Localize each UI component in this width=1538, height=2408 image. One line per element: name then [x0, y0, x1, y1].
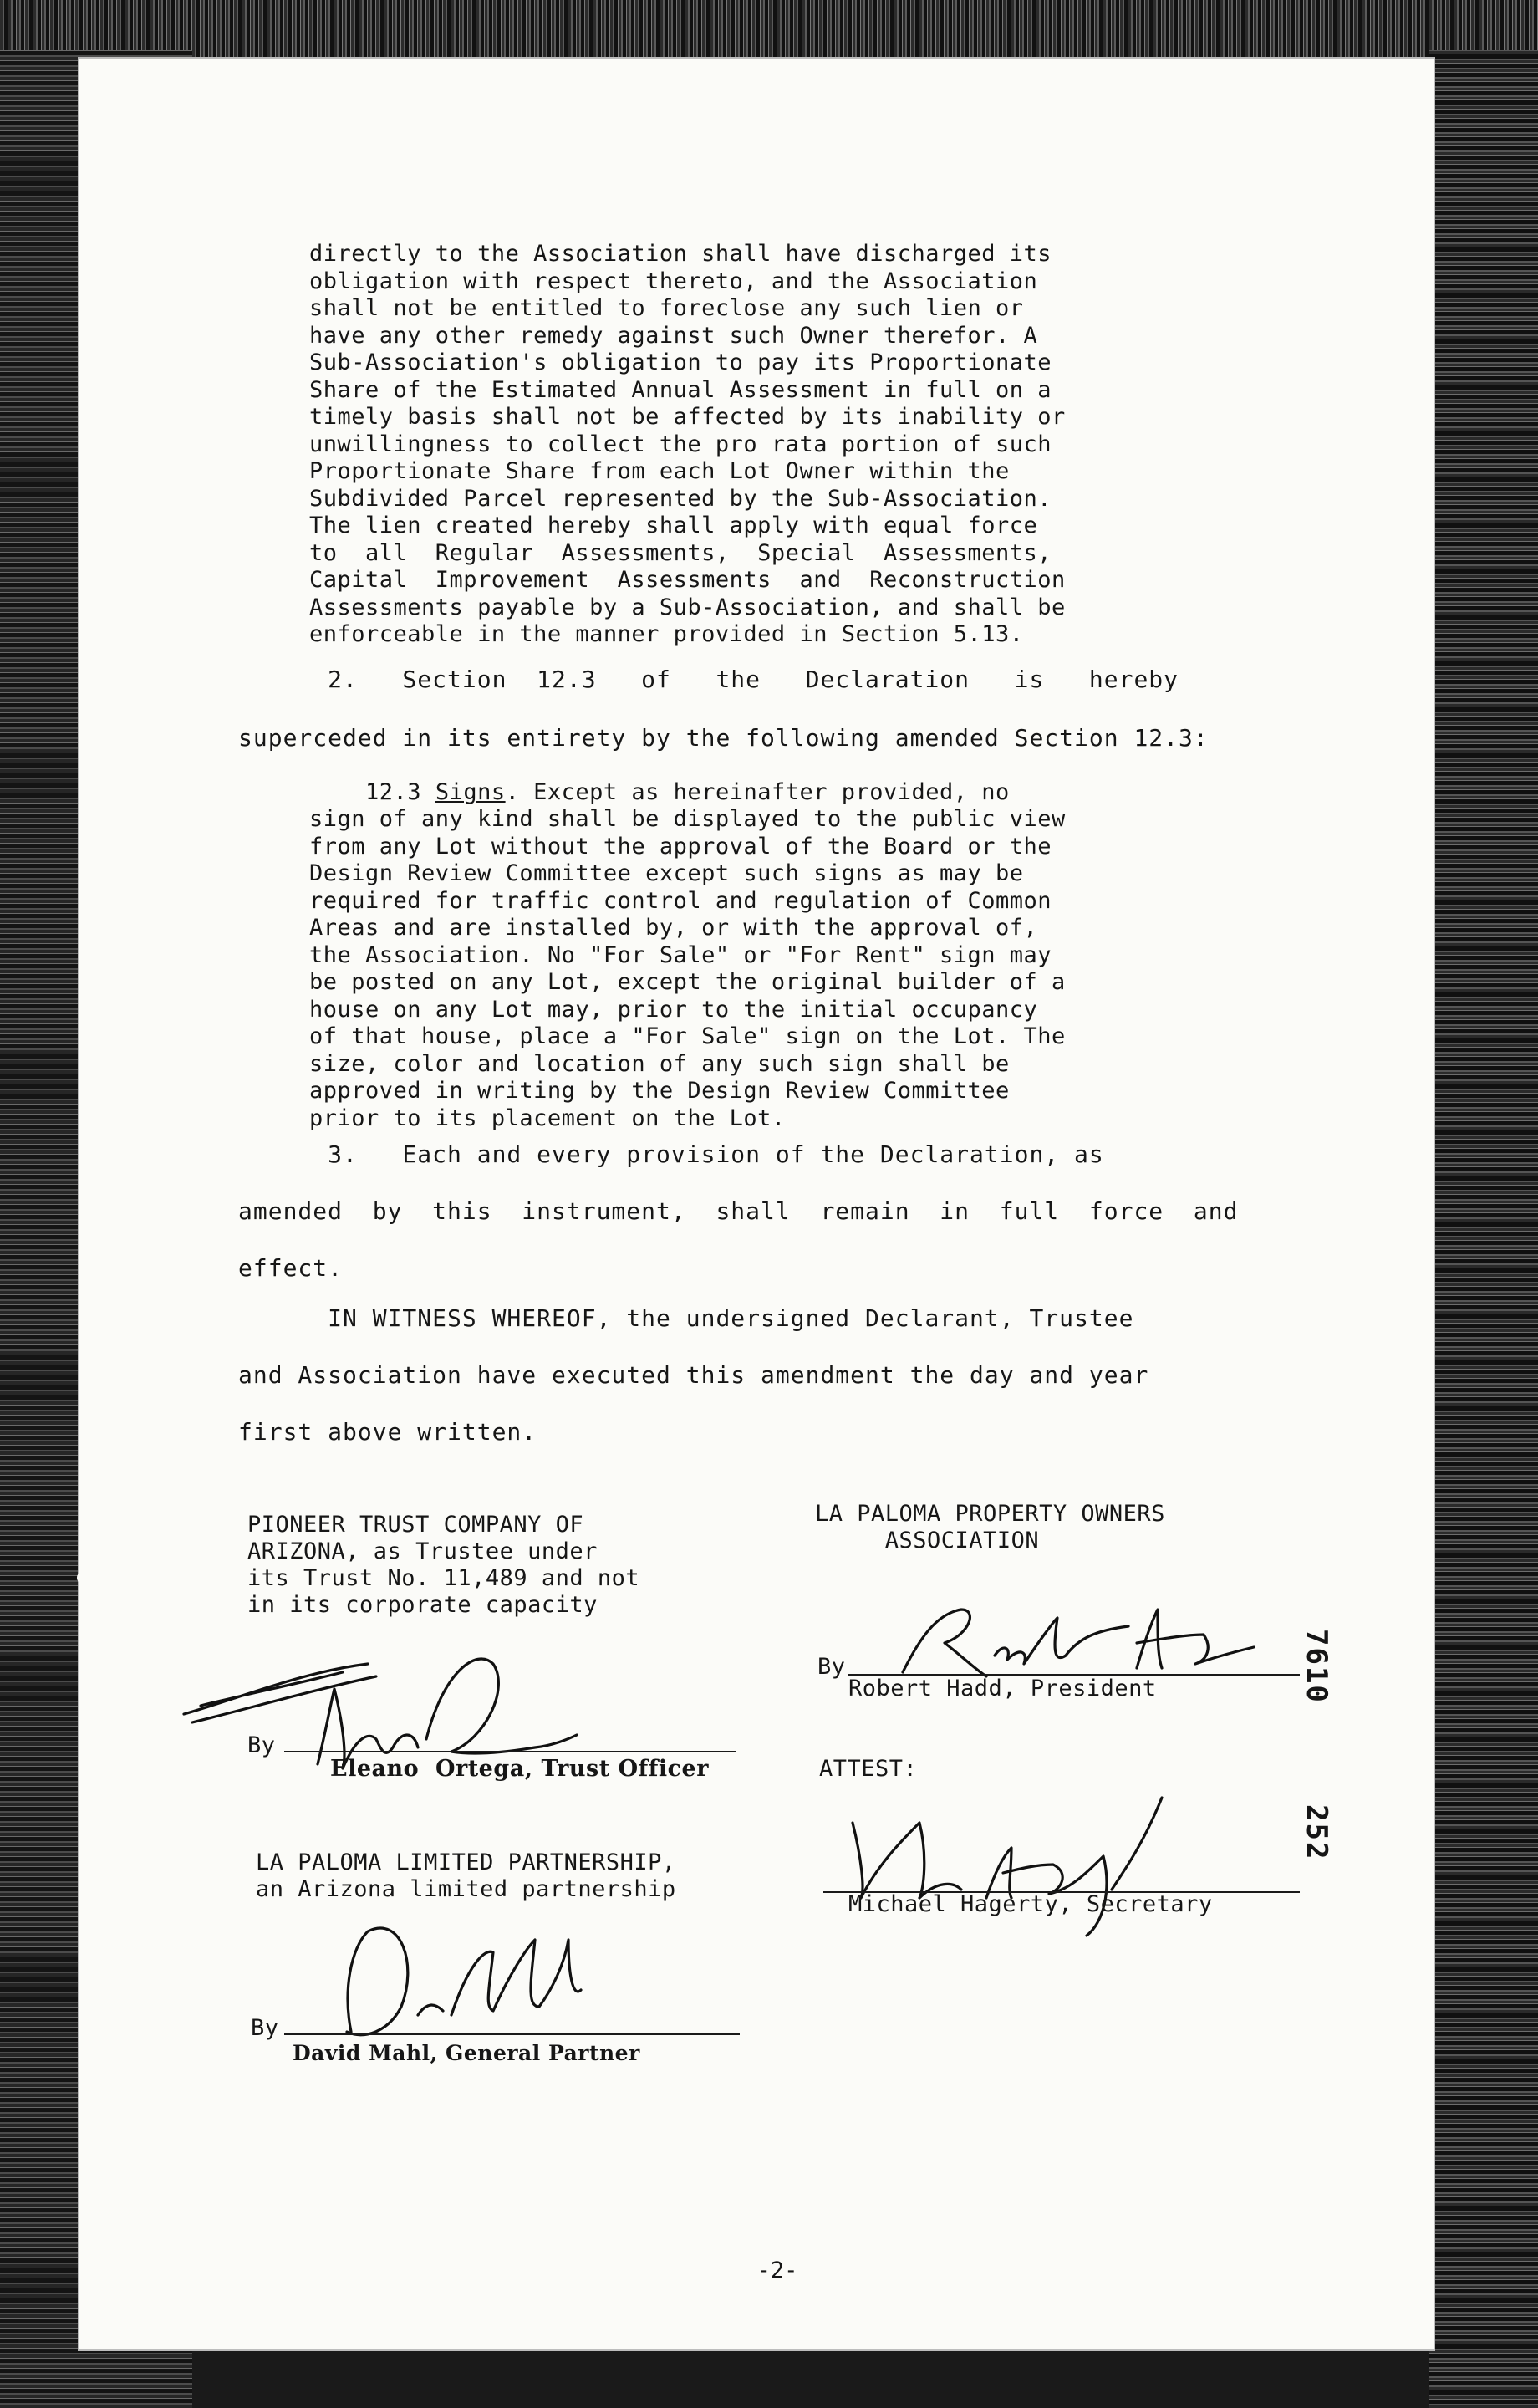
section-12-3-body: sign of any kind shall be displayed to the public view from any Lot without the approval of the Board or the Design Review Committee except such signs as may be required for traffic control and regulation of Common Areas and are installed by, or with the approval of, the Association. No "For Sale" or "For Rent" sign may be posted on any Lot, except the original builder of a house on any Lot may, prior to the initial occupancy of that house, place a "For Sale" sign on the Lot. The size, color and location of any such sign shall be approved in writing by the Design Review Committee prior to its placement on the Lot.	[309, 806, 1066, 1131]
trustee-signer-name: Eleano Ortega, Trust Officer	[330, 1756, 709, 1782]
attest-signer-name: Michael Hagerty, Secretary	[848, 1891, 1213, 1917]
section-12-3-heading-line	[309, 779, 1212, 807]
association-block: LA PALOMA PROPERTY OWNERS ASSOCIATION	[815, 1501, 1165, 1553]
paragraph-lien-obligation: directly to the Association shall have discharged its obligation with respect thereto, and the Association shall not be entitled to foreclose any such lien or have any other remedy against such Owner therefor. A Sub-Association's obligation to pay its Proportionate Share of the Estimated Annual Assessment in full on a timely basis shall not be affected by its inability or unwillingness to collect the pro rata portion of such Proportionate Share from each Lot Owner within the Subdivided Parcel represented by the Sub-Association. The lien created hereby shall apply with equal force to all Regular Assessments, Special Assessments, Capital Improvement Assessments and Reconstruction Assessments payable by a Sub-Association, and shall be enforceable in the manner provided in Section 5.13.	[309, 241, 1066, 647]
item-3-provision: 3. Each and every provision of the Declaration, as amended by this instrument, shall remain in full force and effect.	[238, 1140, 1239, 1282]
partnership-block: LA PALOMA LIMITED PARTNERSHIP, an Arizona limited partnership	[256, 1849, 676, 1902]
page-number: -2-	[756, 2258, 798, 2283]
section-first-line: . Except as hereinafter provided, no	[505, 779, 1010, 805]
trustee-by-label: By	[247, 1732, 276, 1758]
section-number: 12.3	[365, 779, 422, 805]
attest-label: ATTEST:	[819, 1756, 918, 1782]
trustee-block: PIONEER TRUST COMPANY OF ARIZONA, as Trustee under its Trust No. 11,489 and not in its corporate capacity	[247, 1512, 640, 1618]
association-signer-name: Robert Hadd, President	[848, 1676, 1157, 1701]
partnership-signature	[318, 1915, 635, 2048]
item-2-intro: 2. Section 12.3 of the Declaration is hereby	[238, 666, 1179, 693]
recording-page-number: 252	[1300, 1804, 1333, 1861]
partnership-signer-name: David Mahl, General Partner	[293, 2041, 640, 2065]
trustee-signature-line	[284, 1751, 736, 1752]
partnership-by-label: By	[251, 2015, 279, 2041]
witness-clause: IN WITNESS WHEREOF, the undersigned Declarant, Trustee and Association have executed this amendment the day and year first above written.	[238, 1304, 1149, 1446]
association-by-label: By	[817, 1654, 846, 1680]
partnership-signature-line	[284, 2033, 740, 2035]
item-2-continuation: superceded in its entirety by the following amended Section 12.3:	[238, 724, 1209, 752]
recording-book-number: 7610	[1300, 1629, 1333, 1704]
section-title-signs: Signs	[435, 779, 506, 805]
